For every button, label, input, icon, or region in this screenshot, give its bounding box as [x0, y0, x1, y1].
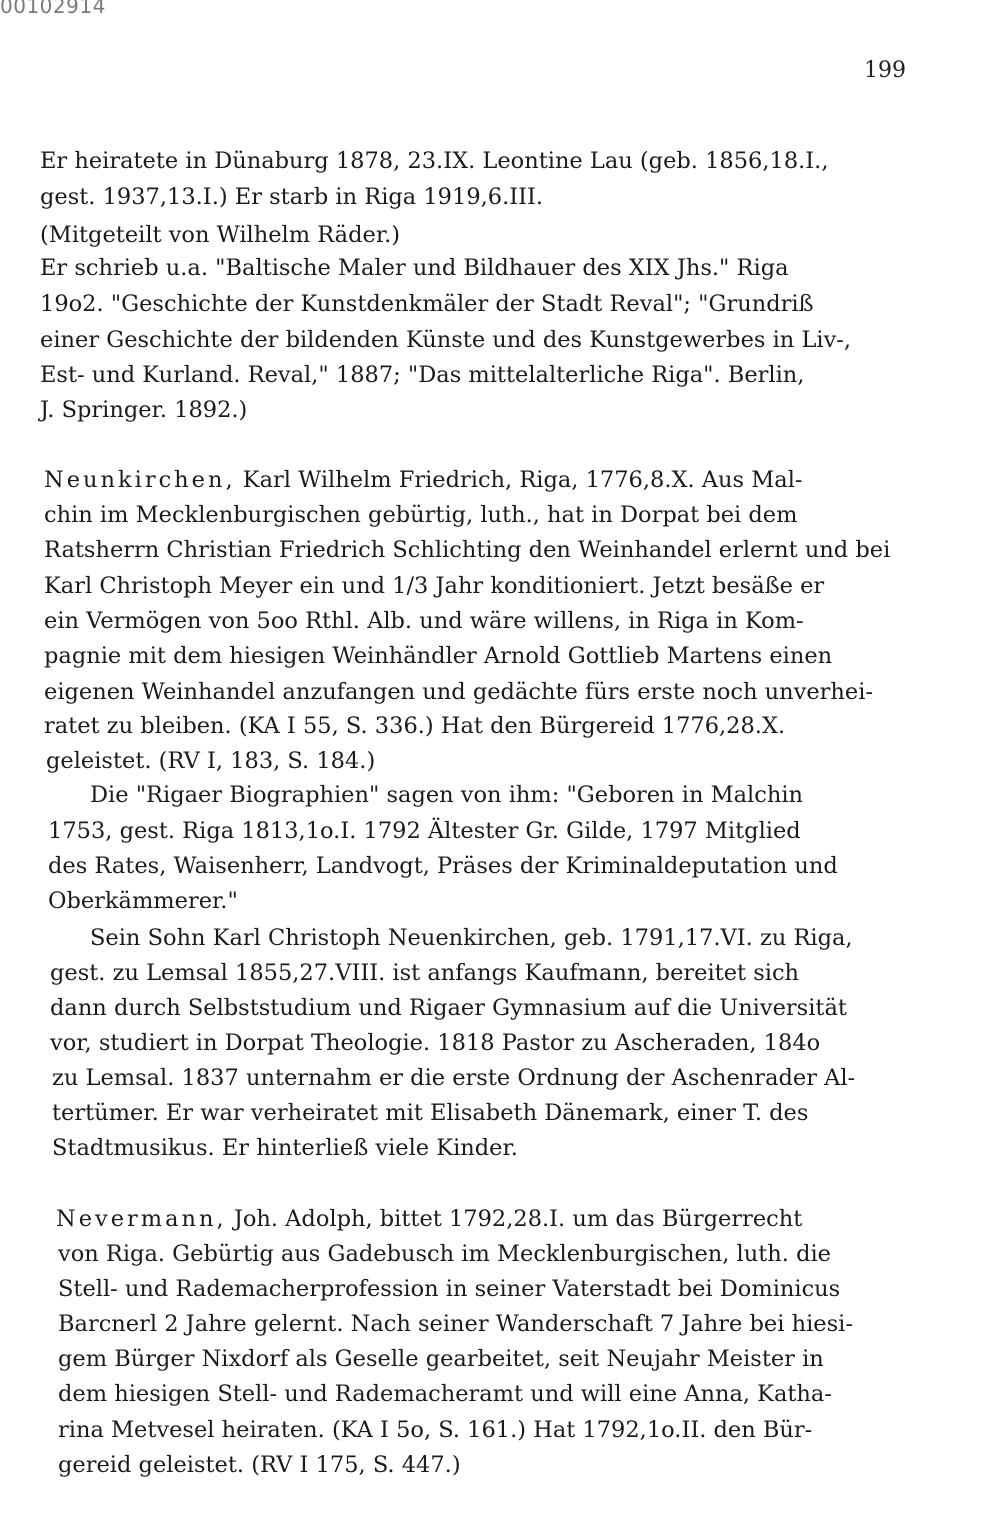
text-line: Sein Sohn Karl Christoph Neuenkirchen, geb. 1791,17.VI. zu Riga,	[90, 925, 853, 951]
text-line: Er schrieb u.a. "Baltische Maler und Bildhauer des XIX Jhs." Riga	[40, 255, 789, 281]
text-line: von Riga. Gebürtig aus Gadebusch im Mecklenburgischen, luth. die	[58, 1241, 831, 1267]
text-line: (Mitgeteilt von Wilhelm Räder.)	[40, 222, 401, 248]
text-line: gem Bürger Nixdorf als Geselle gearbeitet, seit Neujahr Meister in	[58, 1346, 824, 1372]
text-line: rina Metvesel heiraten. (KA I 5o, S. 161.) Hat 1792,1o.II. den Bür-	[58, 1417, 813, 1443]
text-line: Karl Christoph Meyer ein und 1/3 Jahr konditioniert. Jetzt besäße er	[44, 573, 825, 599]
text-line: geleistet. (RV I, 183, S. 184.)	[46, 748, 376, 774]
text-line: vor, studiert in Dorpat Theologie. 1818 Pastor zu Ascheraden, 184o	[50, 1030, 821, 1056]
text-line: des Rates, Waisenherr, Landvogt, Präses der Kriminaldeputation und	[48, 853, 838, 879]
text-line: zu Lemsal. 1837 unternahm er die erste Ordnung der Aschenrader Al-	[52, 1065, 856, 1091]
entry-line	[44, 466, 803, 494]
entry-name: Neunkirchen,	[44, 467, 236, 493]
text-line: Er heiratete in Dünaburg 1878, 23.IX. Leontine Lau (geb. 1856,18.I.,	[40, 148, 829, 174]
text-line: ein Vermögen von 5oo Rthl. Alb. und wäre willens, in Riga in Kom-	[44, 608, 804, 634]
text-line: gest. 1937,13.I.) Er starb in Riga 1919,6.III.	[40, 184, 544, 210]
text-line: J. Springer. 1892.)	[40, 397, 248, 423]
scan-id: 00102914	[0, 0, 106, 18]
entry-text: Joh. Adolph, bittet 1792,28.I. um das Bürgerrecht	[226, 1206, 803, 1232]
text-line: tertümer. Er war verheiratet mit Elisabeth Dänemark, einer T. des	[52, 1100, 809, 1126]
text-line: Ratsherrn Christian Friedrich Schlichting den Weinhandel erlernt und bei	[44, 537, 891, 563]
text-line: gereid geleistet. (RV I 175, S. 447.)	[58, 1452, 461, 1478]
text-line: chin im Mecklenburgischen gebürtig, luth., hat in Dorpat bei dem	[44, 502, 798, 528]
text-line: dem hiesigen Stell- und Rademacheramt und will eine Anna, Katha-	[58, 1381, 832, 1407]
text-line: 1753, gest. Riga 1813,1o.I. 1792 Ältester Gr. Gilde, 1797 Mitglied	[48, 818, 801, 844]
text-line: Oberkämmerer."	[48, 888, 238, 914]
text-line: ratet zu bleiben. (KA I 55, S. 336.) Hat den Bürgereid 1776,28.X.	[44, 713, 786, 739]
entry-name: Nevermann,	[56, 1206, 227, 1232]
text-line: Est- und Kurland. Reval," 1887; "Das mittelalterliche Riga". Berlin,	[40, 362, 805, 388]
entry-line	[56, 1205, 802, 1233]
text-line: Stadtmusikus. Er hinterließ viele Kinder.	[52, 1135, 518, 1161]
text-line: Die "Rigaer Biographien" sagen von ihm: "Geboren in Malchin	[90, 782, 804, 808]
text-line: pagnie mit dem hiesigen Weinhändler Arnold Gottlieb Martens einen	[44, 643, 833, 669]
page-number: 199	[864, 58, 906, 83]
text-line: Stell- und Rademacherprofession in seiner Vaterstadt bei Dominicus	[58, 1276, 841, 1302]
text-line: einer Geschichte der bildenden Künste und des Kunstgewerbes in Liv-,	[40, 327, 852, 353]
entry-text: Karl Wilhelm Friedrich, Riga, 1776,8.X. Aus Mal-	[235, 467, 803, 493]
text-line: eigenen Weinhandel anzufangen und gedächte fürs erste noch unverhei-	[44, 679, 874, 705]
text-line: dann durch Selbststudium und Rigaer Gymnasium auf die Universität	[50, 995, 847, 1021]
text-line: Barcnerl 2 Jahre gelernt. Nach seiner Wanderschaft 7 Jahre bei hiesi-	[58, 1311, 853, 1337]
text-line: 19o2. "Geschichte der Kunstdenkmäler der Stadt Reval"; "Grundriß	[40, 291, 814, 317]
text-line: gest. zu Lemsal 1855,27.VIII. ist anfangs Kaufmann, bereitet sich	[50, 960, 800, 986]
